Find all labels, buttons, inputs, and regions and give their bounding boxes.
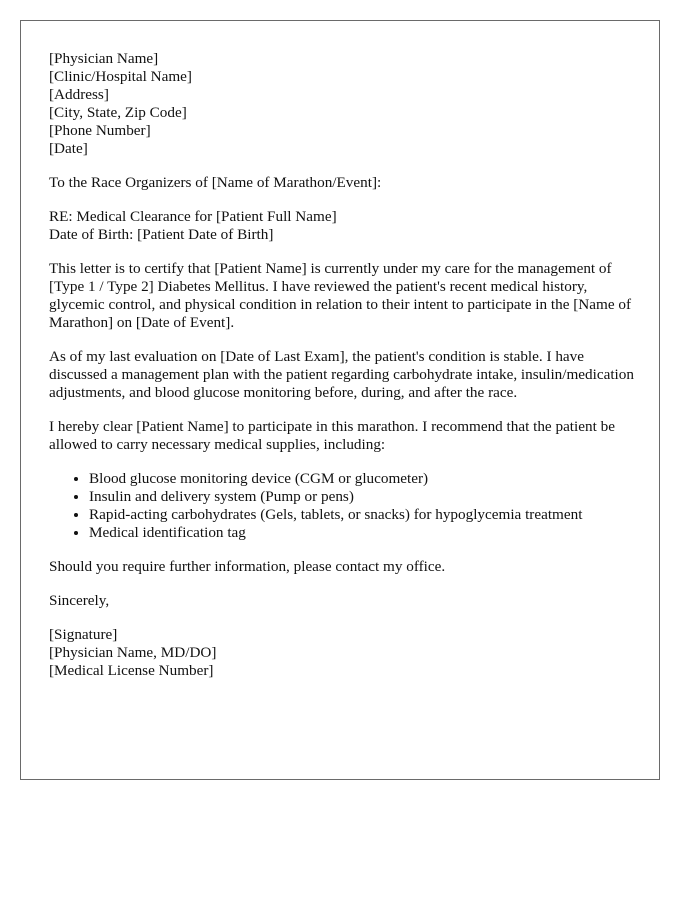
body-paragraph-1: This letter is to certify that [Patient Name] is currently under my care for the management of [Type 1 / Type 2] Diabetes Mellitus. I have reviewed the patient's recent medical history, glycemic control, and physical condition in relation to their intent to participate in the [Name of Marathon] on [Date of Event]. [49, 260, 632, 331]
valediction: Sincerely, [49, 592, 110, 609]
supplies-list [49, 470, 639, 542]
sender-block [49, 50, 639, 158]
city-state-zip: [City, State, Zip Code] [49, 104, 187, 121]
signature: [Signature] [49, 626, 118, 643]
body-paragraph-4: Should you require further information, please contact my office. [49, 558, 446, 575]
subject-dob: Date of Birth: [Patient Date of Birth] [49, 226, 274, 243]
letter-page [20, 20, 660, 780]
clinic-name: [Clinic/Hospital Name] [49, 68, 192, 85]
address: [Address] [49, 86, 109, 103]
physician-name: [Physician Name] [49, 50, 159, 67]
list-item: • Rapid-acting carbohydrates (Gels, tablets, or snacks) for hypoglycemia treatment [89, 506, 639, 524]
physician-name-title: [Physician Name, MD/DO] [49, 644, 217, 661]
list-item: • Blood glucose monitoring device (CGM or glucometer) [89, 470, 639, 488]
subject-re: RE: Medical Clearance for [Patient Full Name] [49, 208, 337, 225]
letter-date: [Date] [49, 140, 88, 157]
body-paragraph-2: As of my last evaluation on [Date of Last Exam], the patient's condition is stable. I have discussed a management plan with the patient regarding carbohydrate intake, insulin/medication adjustments, and blood glucose monitoring before, during, and after the race. [49, 348, 634, 401]
license-number: [Medical License Number] [49, 662, 214, 679]
letter-content [49, 50, 639, 696]
signature-block [49, 626, 639, 680]
subject-block [49, 208, 639, 244]
body-paragraph-3: I hereby clear [Patient Name] to participate in this marathon. I recommend that the patient be allowed to carry necessary medical supplies, including: [49, 418, 615, 453]
list-item: • Insulin and delivery system (Pump or pens) [89, 488, 639, 506]
phone-number: [Phone Number] [49, 122, 151, 139]
list-item: • Medical identification tag [89, 524, 639, 542]
salutation: To the Race Organizers of [Name of Marathon/Event]: [49, 174, 382, 191]
